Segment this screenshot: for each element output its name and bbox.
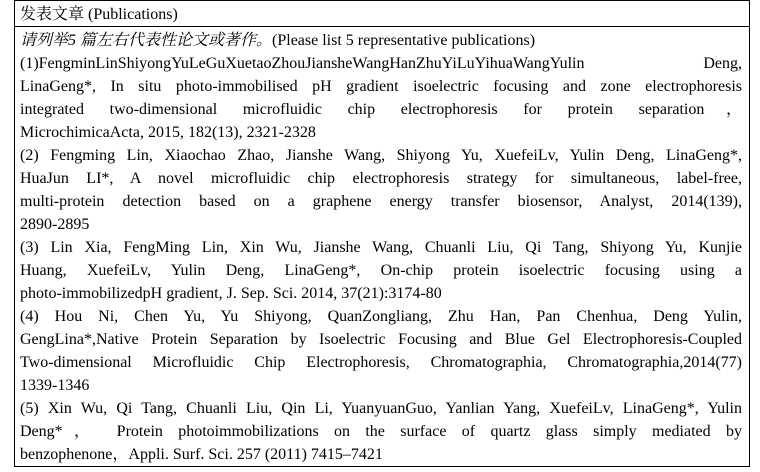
pub3-line3: photo-immobilizedpH gradient, J. Sep. Sci. 2014, 37(21):3174-80	[20, 285, 442, 302]
pub3-line2: Huang, XuefeiLv, Yulin Deng, LinaGeng*, On-chip protein isoelectric focusing using a	[20, 262, 742, 279]
pub2-line4: 2890-2895	[20, 216, 90, 233]
section-header	[15, 4, 749, 27]
section-title: 发表文章 (Publications)	[20, 6, 178, 23]
pub4-line4: 1339-1346	[20, 377, 90, 394]
pub3-line1: (3) Lin Xia, FengMing Lin, Xin Wu, Jianshe Wang, Chuanli Liu, Qi Tang, Shiyong Yu, Kunjie	[20, 239, 742, 256]
pub2-line1: (2) Fengming Lin, Xiaochao Zhao, Jianshe Wang, Shiyong Yu, XuefeiLv, Yulin Deng, LinaGeng*,	[20, 147, 742, 164]
pub5-line3: benzophenone，Appli. Surf. Sci. 257 (2011) 7415–7421	[20, 446, 383, 463]
publications-table	[14, 0, 750, 467]
instruction-line	[20, 29, 742, 52]
pub1-line2: LinaGeng*, In situ photo-immobilised pH gradient isoelectric focusing and zone electrophoresis	[20, 78, 742, 95]
pub2-line3: multi-protein detection based on a graphene energy transfer biosensor, Analyst, 2014(139),	[20, 193, 742, 210]
instruction-cn: 请列举5 篇左右代表性论文或著作。	[20, 32, 273, 49]
pub1-line3: integrated two-dimensional microfluidic chip electrophoresis for protein separation，	[20, 101, 742, 118]
pub2-line2: HuaJun LI*, A novel microfluidic chip electrophoresis strategy for simultaneous, label-free,	[20, 170, 742, 187]
pub1-line1: (1)FengminLinShiyongYuLeGuXuetaoZhouJiansheWangHanZhuYiLuYihuaWangYulin Deng,	[20, 55, 742, 72]
pub4-line3: Two-dimensional Microfluidic Chip Electrophoresis, Chromatographia, Chromatographia,2014(77)	[20, 354, 742, 371]
pub4-line2: GengLina*,Native Protein Separation by Isoelectric Focusing and Blue Gel Electrophoresis-Coupled	[20, 331, 742, 348]
table-top-border	[15, 0, 749, 1]
pub4-line1: (4) Hou Ni, Chen Yu, Yu Shiyong, QuanZongliang, Zhu Han, Pan Chenhua, Deng Yulin,	[20, 308, 742, 325]
pub5-line1: (5) Xin Wu, Qi Tang, Chuanli Liu, Qin Li, YuanyuanGuo, Yanlian Yang, XuefeiLv, LinaGeng*, Yulin	[20, 400, 742, 417]
publications-list	[20, 29, 742, 466]
pub1-line4: MicrochimicaActa, 2015, 182(13), 2321-2328	[20, 124, 316, 141]
pub5-line2: Deng*， Protein photoimmobilizations on the surface of quartz glass simply mediated by	[20, 423, 742, 440]
instruction-en: (Please list 5 representative publications)	[272, 32, 536, 49]
